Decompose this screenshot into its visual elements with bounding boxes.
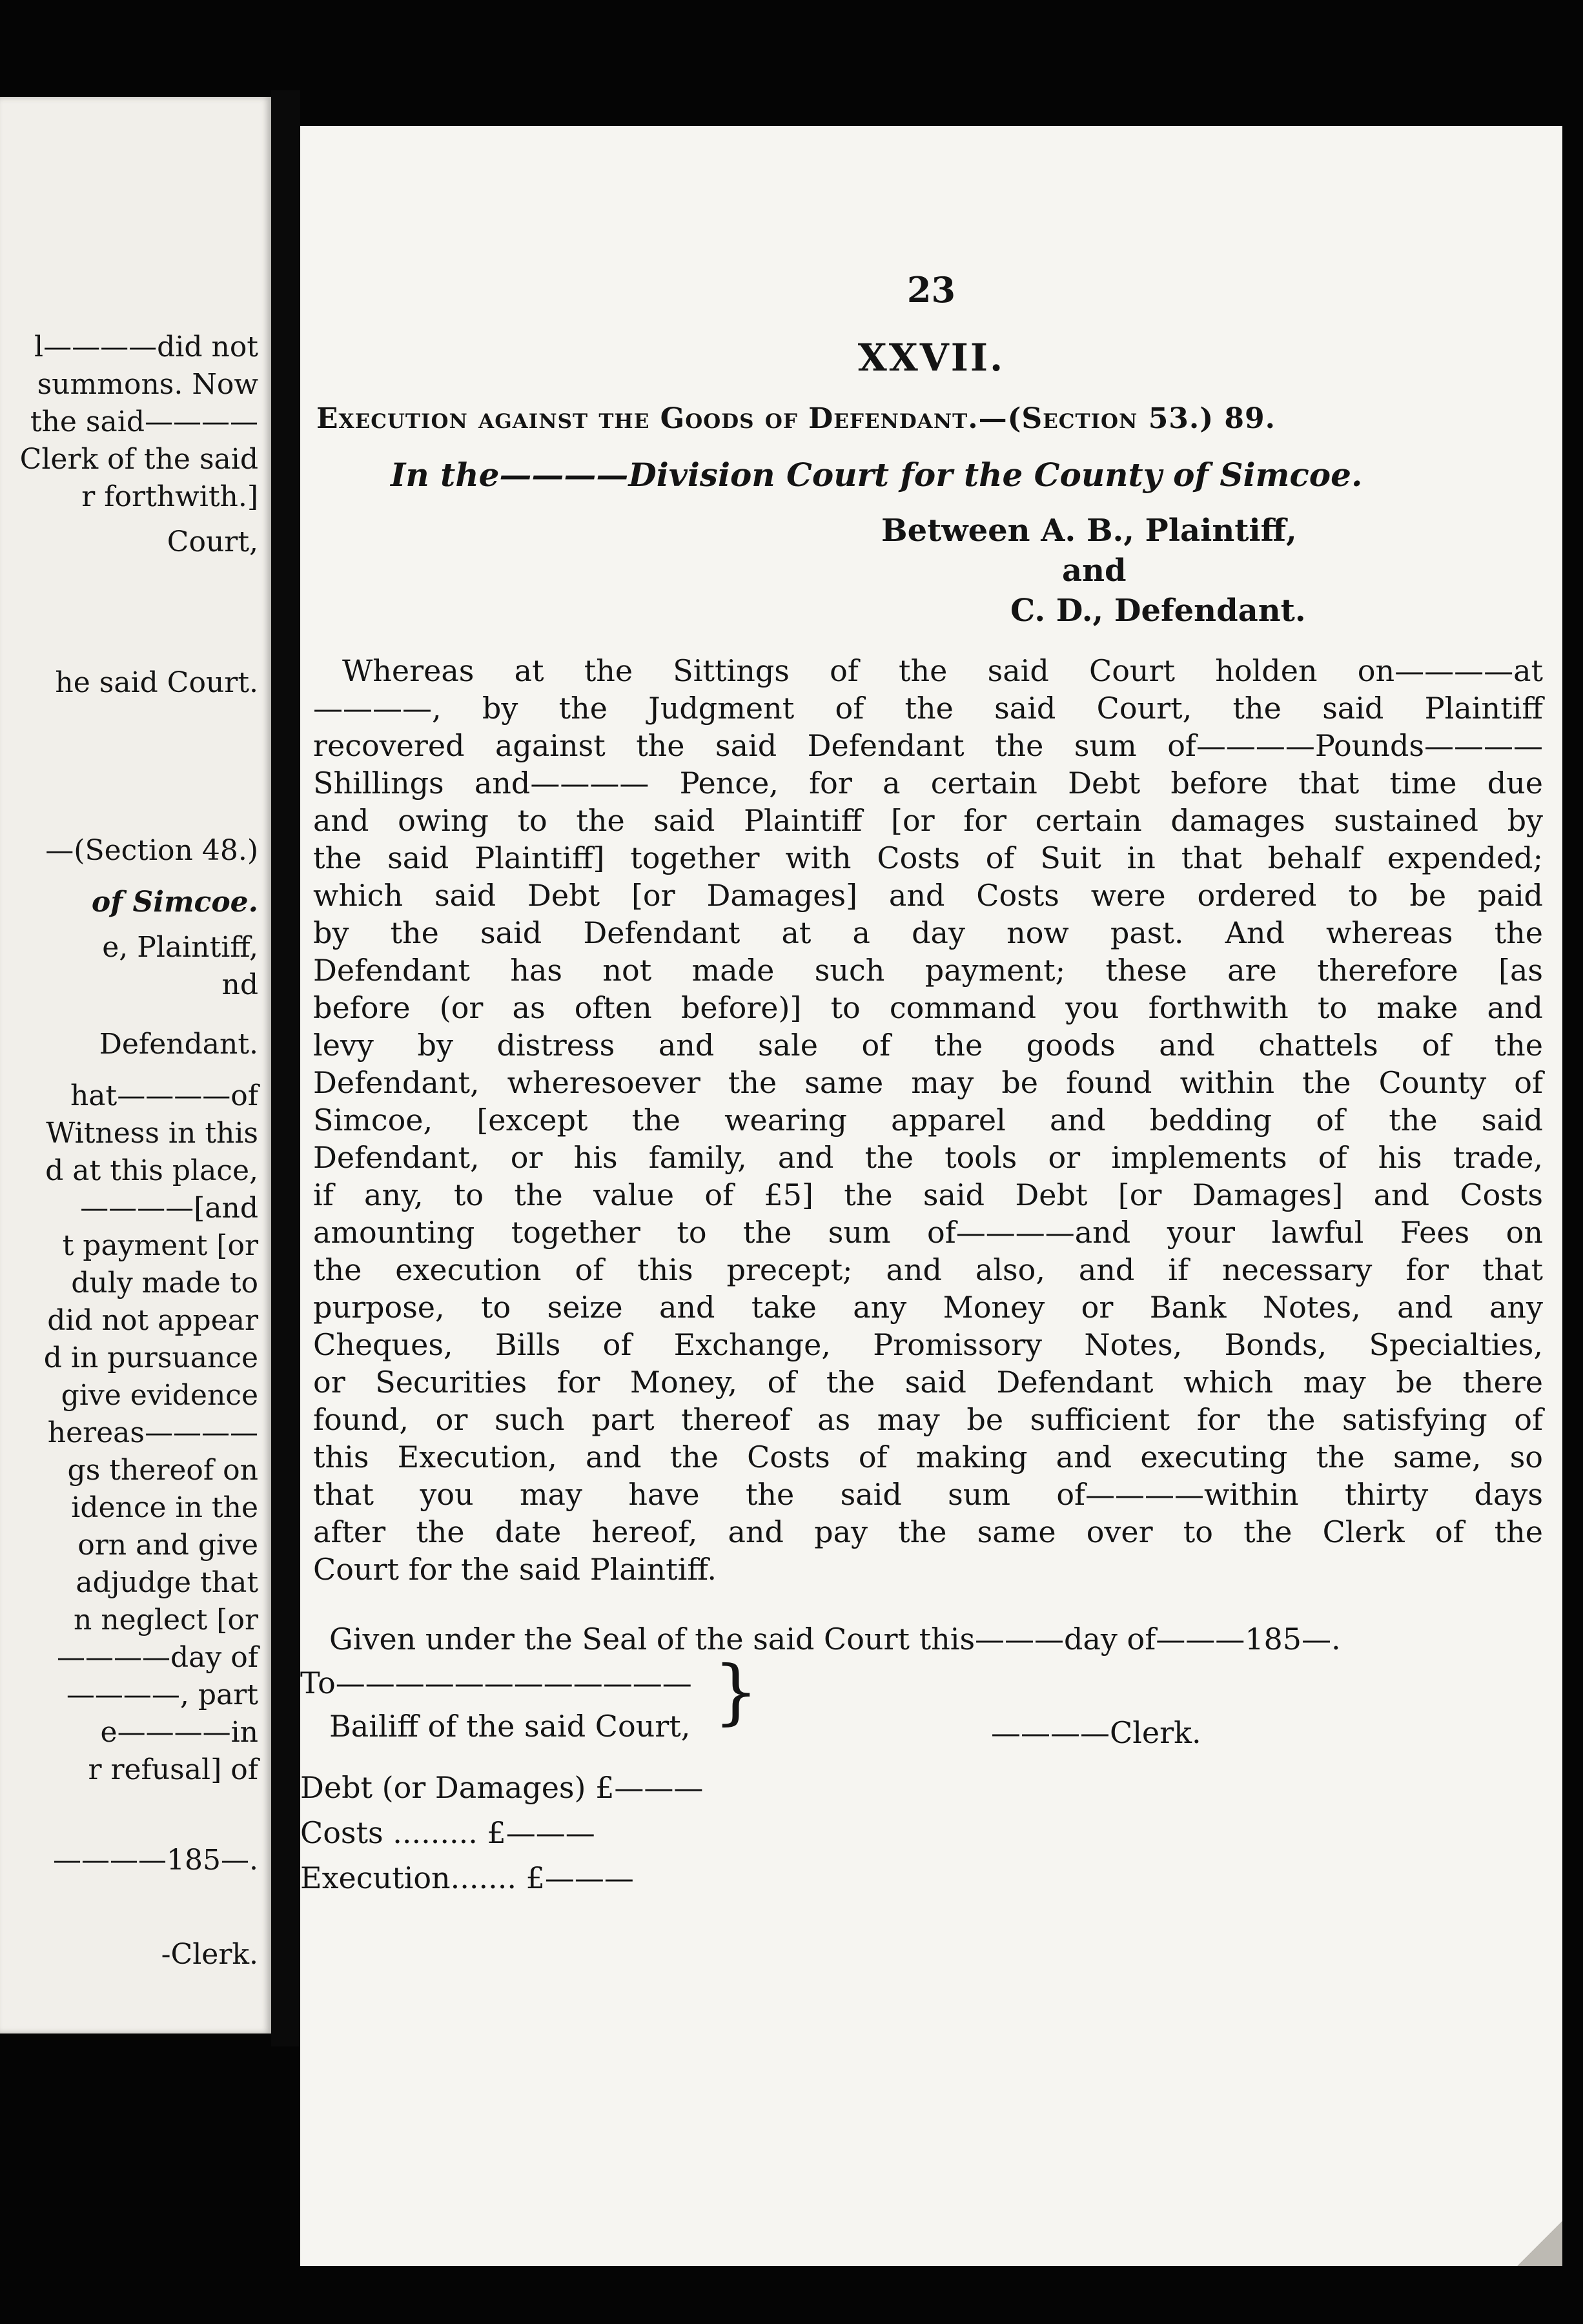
left-line: d in pursuance <box>43 1341 258 1374</box>
body-line: Court for the said Plaintiff. <box>313 1552 717 1587</box>
left-line: give evidence <box>61 1379 258 1412</box>
body-line: this Execution, and the Costs of making and executing the same, so <box>313 1440 1543 1474</box>
left-line: n neglect [or <box>74 1604 258 1636</box>
left-line: the said———— <box>30 405 258 438</box>
left-line: Witness in this <box>46 1117 258 1150</box>
left-line: duly made to <box>71 1267 258 1300</box>
parties-and: and <box>1062 553 1127 589</box>
body-line: that you may have the said sum of————within thirty days <box>313 1477 1543 1512</box>
body-line: the said Plaintiff] together with Costs of Suit in that behalf expended; <box>313 841 1543 875</box>
form-number: XXVII. <box>857 336 1005 380</box>
body-line: found, or such part thereof as may be sufficient for the satisfying of <box>313 1402 1543 1437</box>
court-line: In the————Division Court for the County of Simcoe. <box>391 456 1363 494</box>
left-line: hereas———— <box>47 1416 258 1449</box>
body-line: Defendant has not made such payment; these are therefore [as <box>313 953 1543 988</box>
left-line: -Clerk. <box>161 1938 258 1971</box>
body-line: Whereas at the Sittings of the said Court holden on————at <box>342 653 1543 688</box>
left-line: of Simcoe. <box>91 886 258 919</box>
body-line: by the said Defendant at a day now past. And whereas the <box>313 915 1543 950</box>
page-corner-fold <box>1517 2221 1562 2266</box>
left-line: gs thereof on <box>67 1454 258 1487</box>
left-line: e, Plaintiff, <box>102 931 258 964</box>
left-line: r forthwith.] <box>81 480 258 513</box>
left-line: summons. Now <box>37 368 258 401</box>
body-line: Shillings and———— Pence, for a certain Debt before that time due <box>313 766 1543 800</box>
costs-costs: Costs ......... £——— <box>300 1815 595 1850</box>
left-line: l————did not <box>34 331 258 363</box>
section-heading: Execution against the Goods of Defendant.—(Section 53.) 89. <box>316 402 1276 435</box>
left-line: —(Section 48.) <box>45 834 258 867</box>
parties-defendant: C. D., Defendant. <box>1010 593 1306 629</box>
left-line: orn and give <box>77 1529 258 1562</box>
parties-between: Between A. B., Plaintiff, <box>881 513 1297 549</box>
left-line: t payment [or <box>62 1229 258 1262</box>
body-line: recovered against the said Defendant the sum of————Pounds———— <box>313 728 1543 763</box>
body-line: after the date hereof, and pay the same over to the Clerk of the <box>313 1514 1543 1549</box>
costs-execution: Execution....... £——— <box>300 1860 634 1895</box>
left-line: adjudge that <box>76 1566 258 1599</box>
to-line: To———————————— <box>300 1666 692 1700</box>
body-line: levy by distress and sale of the goods and chattels of the <box>313 1028 1543 1063</box>
left-page <box>0 97 271 2034</box>
left-line: idence in the <box>71 1491 258 1524</box>
body-line: Simcoe, [except the wearing apparel and bedding of the said <box>313 1103 1543 1137</box>
clerk-signature-line: ————Clerk. <box>991 1715 1201 1750</box>
body-line: Defendant, or his family, and the tools or implements of his trade, <box>313 1140 1543 1175</box>
body-line: and owing to the said Plaintiff [or for certain damages sustained by <box>313 803 1543 838</box>
body-line: ————, by the Judgment of the said Court, the said Plaintiff <box>313 691 1543 726</box>
body-line: amounting together to the sum of————and your lawful Fees on <box>313 1215 1543 1250</box>
book-gutter <box>271 90 300 2046</box>
left-line: Court, <box>167 525 258 558</box>
bailiff-line: Bailiff of the said Court, <box>329 1709 691 1744</box>
left-line: Defendant. <box>99 1028 258 1061</box>
body-line: Cheques, Bills of Exchange, Promissory Notes, Bonds, Specialties, <box>313 1327 1543 1362</box>
body-line: if any, to the value of £5] the said Debt [or Damages] and Costs <box>313 1177 1543 1212</box>
left-line: r refusal] of <box>88 1753 258 1786</box>
page-number: 23 <box>906 269 956 311</box>
left-line: did not appear <box>47 1304 258 1337</box>
left-line: ————, part <box>66 1678 258 1711</box>
left-line: hat————of <box>70 1079 258 1112</box>
costs-debt: Debt (or Damages) £——— <box>300 1770 704 1805</box>
left-line: d at this place, <box>45 1154 258 1187</box>
body-line: purpose, to seize and take any Money or Bank Notes, and any <box>313 1290 1543 1325</box>
left-line: he said Court. <box>55 666 258 699</box>
brace-glyph: } <box>713 1650 759 1733</box>
right-page <box>300 126 1562 2266</box>
left-line: nd <box>221 968 258 1001</box>
left-line: ————185—. <box>53 1844 258 1877</box>
left-line: Clerk of the said <box>19 443 258 476</box>
body-line: the execution of this precept; and also, and if necessary for that <box>313 1252 1543 1287</box>
body-line: Defendant, wheresoever the same may be found within the County of <box>313 1065 1543 1100</box>
left-line: ————[and <box>80 1192 258 1225</box>
left-line: ————day of <box>56 1641 258 1674</box>
given-under-seal-line: Given under the Seal of the said Court this———day of———185—. <box>329 1622 1341 1656</box>
left-line: e————in <box>100 1716 258 1749</box>
body-line: or Securities for Money, of the said Defendant which may be there <box>313 1365 1543 1400</box>
body-line: which said Debt [or Damages] and Costs were ordered to be paid <box>313 878 1543 913</box>
body-line: before (or as often before)] to command you forthwith to make and <box>313 990 1543 1025</box>
